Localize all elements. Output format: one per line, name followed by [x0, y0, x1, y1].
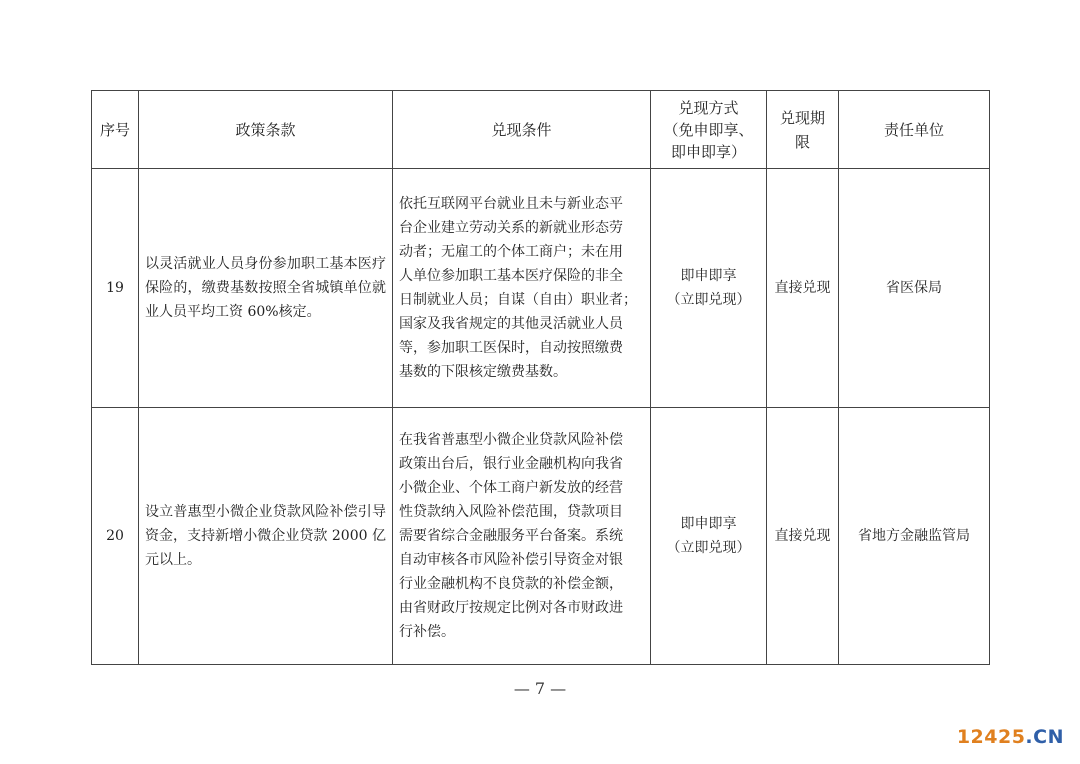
table-row	[92, 169, 990, 408]
page-number: — 7 —	[513, 679, 567, 698]
condition-line: 自动审核各市风险补偿引导资金对银	[399, 552, 623, 568]
condition-line: 等，参加职工医保时，自动按照缴费	[399, 340, 623, 356]
row-unit: 省医保局	[839, 169, 990, 408]
condition-line: 在我省普惠型小微企业贷款风险补偿	[399, 432, 623, 448]
condition-line: 政策出台后，银行业金融机构向我省	[399, 456, 623, 472]
header-period: 兑现期限	[767, 91, 839, 169]
condition-line: 由省财政厅按规定比例对各市财政进	[399, 600, 623, 616]
method-line: （立即兑现）	[666, 292, 751, 308]
header-method-line: 即申即享）	[670, 142, 746, 161]
row-condition	[393, 169, 651, 408]
row-policy: 设立普惠型小微企业贷款风险补偿引导资金，支持新增小微企业贷款 2000 亿元以上。	[139, 408, 393, 665]
row-period: 直接兑现	[767, 169, 839, 408]
header-row	[92, 91, 990, 169]
condition-line: 依托互联网平台就业且未与新业态平	[399, 196, 623, 212]
condition-line: 动者；无雇工的个体工商户；未在用	[399, 244, 623, 260]
row-seq: 19	[92, 169, 139, 408]
condition-line: 需要省综合金融服务平台备案。系统	[399, 528, 623, 544]
condition-line: 台企业建立劳动关系的新就业形态劳	[399, 220, 623, 236]
watermark-logo	[957, 726, 1064, 748]
condition-line: 行业金融机构不良贷款的补偿金额，	[399, 576, 623, 592]
header-method-line: 兑现方式	[678, 98, 739, 117]
method-line: 即申即享	[680, 268, 737, 284]
condition-line: 基数的下限核定缴费基数。	[399, 364, 567, 380]
header-seq: 序号	[92, 91, 139, 169]
watermark-suffix: .CN	[1025, 726, 1064, 748]
condition-line: 小微企业、个体工商户新发放的经营	[399, 480, 623, 496]
table-row	[92, 408, 990, 665]
header-policy: 政策条款	[139, 91, 393, 169]
row-condition	[393, 408, 651, 665]
row-seq: 20	[92, 408, 139, 665]
condition-line: 行补偿。	[399, 624, 455, 640]
method-line: 即申即享	[680, 516, 737, 532]
header-method-line: （免申即享、	[663, 120, 754, 139]
policy-table	[91, 90, 990, 665]
row-unit: 省地方金融监管局	[839, 408, 990, 665]
method-line: （立即兑现）	[666, 540, 751, 556]
row-method	[651, 408, 767, 665]
condition-line: 性贷款纳入风险补偿范围，贷款项目	[399, 504, 623, 520]
condition-line: 国家及我省规定的其他灵活就业人员	[399, 316, 623, 332]
watermark-main: 12425	[956, 726, 1026, 748]
header-condition: 兑现条件	[393, 91, 651, 169]
header-unit: 责任单位	[839, 91, 990, 169]
condition-line: 人单位参加职工基本医疗保险的非全	[399, 268, 623, 284]
row-policy: 以灵活就业人员身份参加职工基本医疗保险的，缴费基数按照全省城镇单位就业人员平均工资 60%核定。	[139, 169, 393, 408]
row-period: 直接兑现	[767, 408, 839, 665]
condition-line: 日制就业人员；自谋（自由）职业者；	[399, 292, 637, 308]
header-method	[651, 91, 767, 169]
row-method	[651, 169, 767, 408]
